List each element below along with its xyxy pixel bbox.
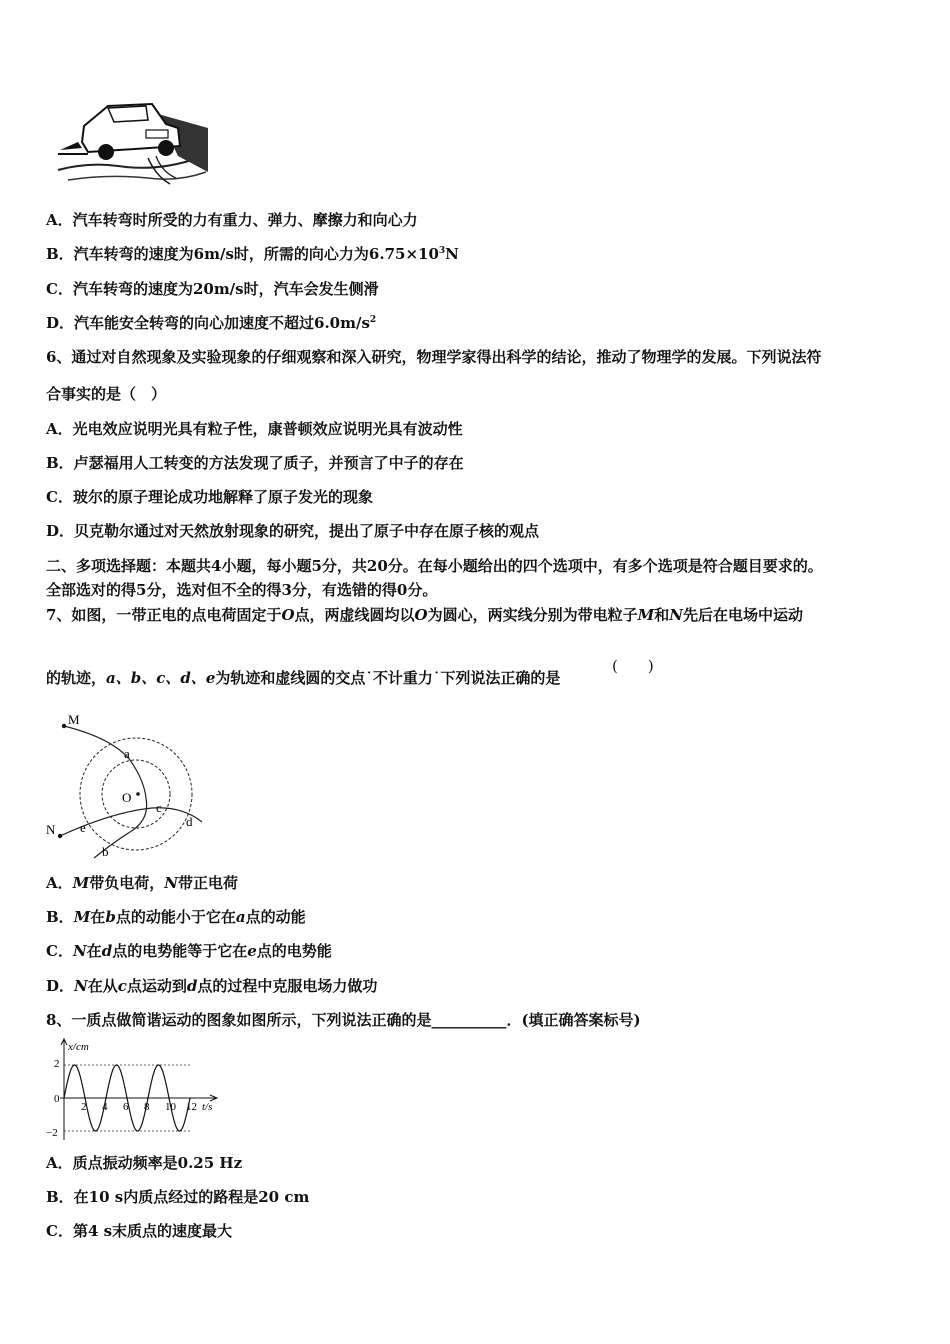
q7-option-b: B．M在b点的动能小于它在a点的动能 — [46, 908, 306, 926]
q7-answer-paren: ( ) — [612, 657, 654, 675]
q7-option-c: C．N在d点的电势能等于它在e点的电势能 — [46, 942, 332, 960]
label-e: e — [80, 820, 86, 835]
x-axis-label: t/s — [202, 1101, 213, 1113]
center-o-dot — [136, 792, 140, 796]
x-tick-2: 2 — [81, 1101, 87, 1113]
label-c: c — [156, 800, 162, 815]
y-tick-neg2: −2 — [46, 1127, 58, 1139]
x-tick-labels — [81, 1101, 197, 1113]
label-b: b — [102, 844, 109, 859]
x-tick-8: 8 — [144, 1101, 150, 1113]
q8-option-b: B．在10 s内质点经过的路程是20 cm — [46, 1188, 310, 1206]
outer-dashed-circle — [80, 738, 192, 850]
point-m-dot — [62, 724, 66, 728]
section2-heading-line2: 全部选对的得5分，选对但不全的得3分，有选错的得0分。 — [46, 581, 438, 599]
x-tick-4: 4 — [102, 1101, 108, 1113]
q8-stem: 8、一质点做简谐运动的图象如图所示，下列说法正确的是__________．(填正确答案标号) — [46, 1011, 641, 1029]
q7-option-d: D．N在从c点运动到d点的过程中克服电场力做功 — [46, 977, 378, 995]
q5-option-a: A．汽车转弯时所受的力有重力、弹力、摩擦力和向心力 — [46, 211, 418, 229]
x-tick-12: 12 — [186, 1101, 197, 1113]
q6-stem-line1: 6、通过对自然现象及实验现象的仔细观察和深入研究，物理学家得出科学的结论，推动了物理学的发展。下列说法符 — [46, 348, 822, 366]
q5-option-b: B．汽车转弯的速度为6m/s时，所需的向心力为$6.75\times 10^3N$ — [46, 245, 459, 263]
x-tick-10: 10 — [165, 1101, 176, 1113]
label-M: M — [68, 712, 80, 727]
q7-stem-line1: 7、如图，一带正电的点电荷固定于O点，两虚线圆均以O为圆心，两实线分别为带电粒子M和N先后在电场中运动 — [46, 606, 803, 624]
y-tick-0: 0 — [54, 1093, 60, 1105]
shm-chart — [40, 1036, 230, 1144]
q6-option-b: B．卢瑟福用人工转变的方法发现了质子，并预言了中子的存在 — [46, 454, 464, 472]
y-axis-label: x/cm — [68, 1041, 89, 1053]
q8-option-a: A．质点振动频率是0.25 Hz — [46, 1154, 243, 1172]
q6-option-a: A．光电效应说明光具有粒子性，康普顿效应说明光具有波动性 — [46, 420, 463, 438]
trajectory-m — [64, 726, 147, 858]
q6-option-c: C．玻尔的原子理论成功地解释了原子发光的现象 — [46, 488, 373, 506]
electric-field-trajectory-figure — [42, 708, 212, 863]
q5-option-d: D．汽车能安全转弯的向心加速度不超过$6.0m/s^2$ — [46, 314, 377, 332]
x-tick-6: 6 — [123, 1101, 129, 1113]
q7-option-a: A．M带负电荷，N带正电荷 — [46, 874, 238, 892]
q7-stem-line2: 的轨迹，a、b、c、d、e为轨迹和虚线圆的交点˙不计重力˙下列说法正确的是 — [46, 669, 561, 687]
q5-option-c: C．汽车转弯的速度为20m/s时，汽车会发生侧滑 — [46, 280, 379, 298]
label-O: O — [122, 790, 132, 805]
label-N: N — [46, 822, 56, 837]
y-tick-2: 2 — [54, 1058, 60, 1070]
point-n-dot — [58, 834, 62, 838]
q6-stem-line2: 合事实的是（ ） — [46, 385, 167, 403]
q6-option-d: D．贝克勒尔通过对天然放射现象的研究，提出了原子中存在原子核的观点 — [46, 522, 540, 540]
label-d: d — [186, 814, 193, 829]
section2-heading: 二、多项选择题：本题共4小题，每小题5分，共20分。在每小题给出的四个选项中，有多个选项是符合题目要求的。 — [46, 557, 823, 575]
label-a: a — [124, 746, 130, 761]
car-turning-figure — [48, 92, 216, 190]
q8-option-c: C．第4 s末质点的速度最大 — [46, 1222, 233, 1240]
